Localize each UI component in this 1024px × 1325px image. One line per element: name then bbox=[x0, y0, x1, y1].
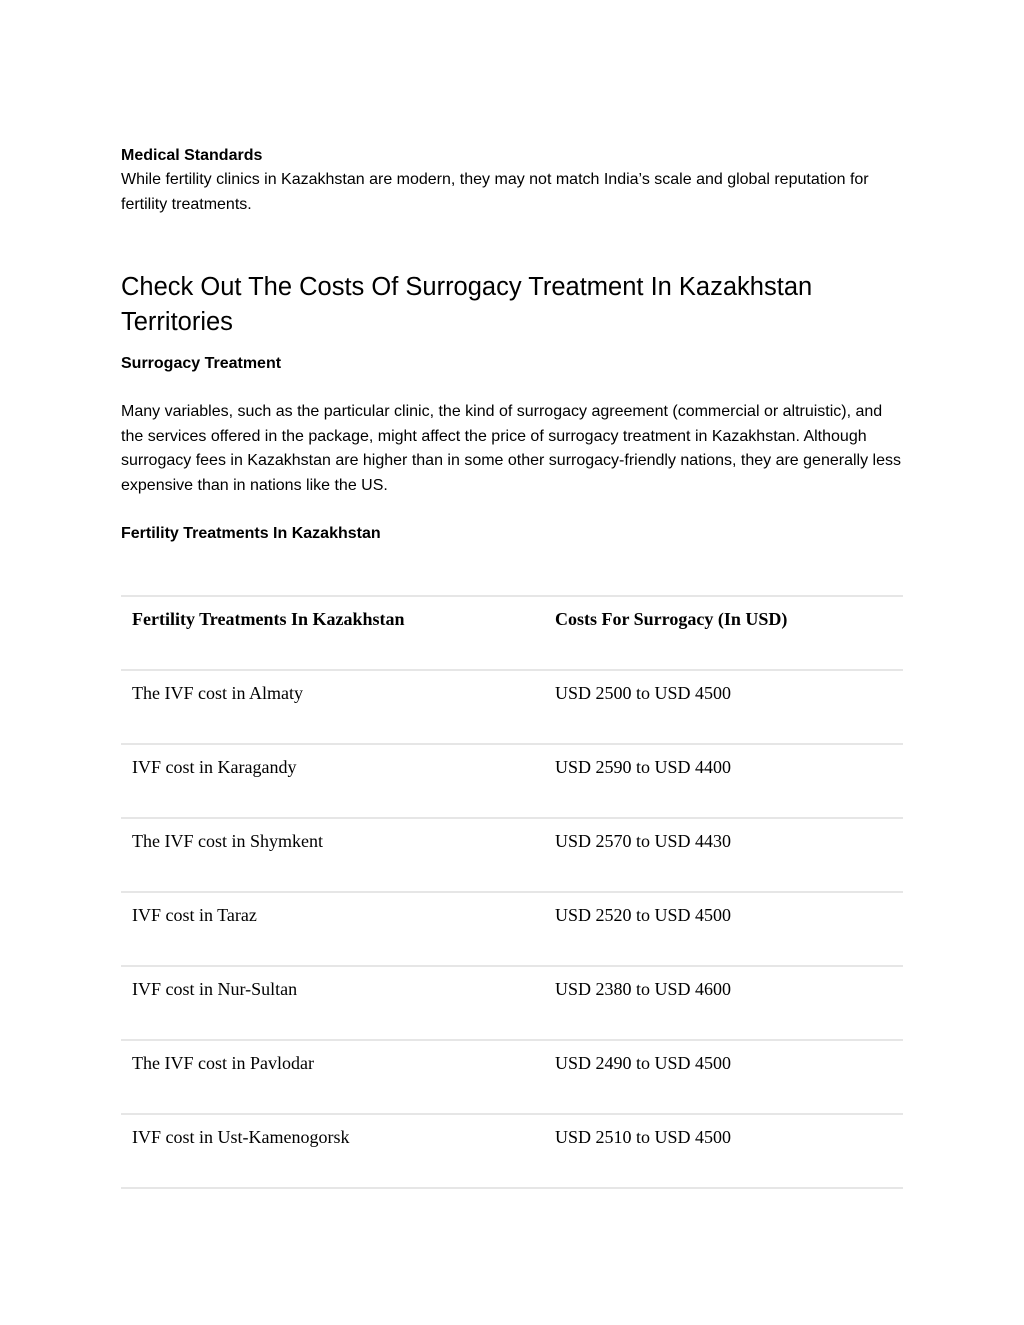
table-row bbox=[121, 1114, 903, 1188]
table-header-treatment: Fertility Treatments In Kazakhstan bbox=[132, 609, 405, 629]
table-cell-cost: USD 2590 to USD 4400 bbox=[555, 757, 732, 777]
table-cell-cost: USD 2500 to USD 4500 bbox=[555, 683, 732, 703]
table-row bbox=[121, 818, 903, 892]
table-cell-treatment: IVF cost in Ust-Kamenogorsk bbox=[132, 1127, 350, 1147]
table-row bbox=[121, 892, 903, 966]
medical-standards-heading: Medical Standards bbox=[121, 147, 263, 164]
table-row bbox=[121, 744, 903, 818]
table-row bbox=[121, 670, 903, 744]
surrogacy-treatment-text: Many variables, such as the particular clinic, the kind of surrogacy agreement (commercial or altruistic), and the services offered in the package, might affect the price of surrogacy treatment in Kazakhstan. Although surrogacy fees in Kazakhstan are higher than in some other surrogacy-friendly nations, they are generally less expensive than in nations like the US. bbox=[121, 403, 901, 494]
table-row bbox=[121, 966, 903, 1040]
table-cell-cost: USD 2570 to USD 4430 bbox=[555, 831, 732, 851]
table-cell-cost: USD 2520 to USD 4500 bbox=[555, 905, 732, 925]
table-cell-treatment: The IVF cost in Pavlodar bbox=[132, 1053, 314, 1073]
table-cell-treatment: IVF cost in Karagandy bbox=[132, 757, 297, 777]
table-header-row bbox=[121, 596, 903, 670]
surrogacy-treatment-heading: Surrogacy Treatment bbox=[121, 355, 282, 372]
table-header-cost: Costs For Surrogacy (In USD) bbox=[555, 609, 788, 629]
table-row bbox=[121, 1040, 903, 1114]
section-title: Check Out The Costs Of Surrogacy Treatment In Kazakhstan Territories bbox=[121, 273, 813, 336]
table-cell-treatment: IVF cost in Nur-Sultan bbox=[132, 979, 298, 999]
table-cell-cost: USD 2490 to USD 4500 bbox=[555, 1053, 732, 1073]
medical-standards-text: While fertility clinics in Kazakhstan are modern, they may not match India’s scale and global reputation for fertility treatments. bbox=[121, 171, 869, 213]
fertility-treatments-heading: Fertility Treatments In Kazakhstan bbox=[121, 525, 381, 542]
table-cell-treatment: The IVF cost in Almaty bbox=[132, 683, 303, 703]
table-cell-treatment: The IVF cost in Shymkent bbox=[132, 831, 323, 851]
table-cell-treatment: IVF cost in Taraz bbox=[132, 905, 257, 925]
table-cell-cost: USD 2510 to USD 4500 bbox=[555, 1127, 732, 1147]
table-cell-cost: USD 2380 to USD 4600 bbox=[555, 979, 732, 999]
cost-table bbox=[121, 595, 903, 1189]
